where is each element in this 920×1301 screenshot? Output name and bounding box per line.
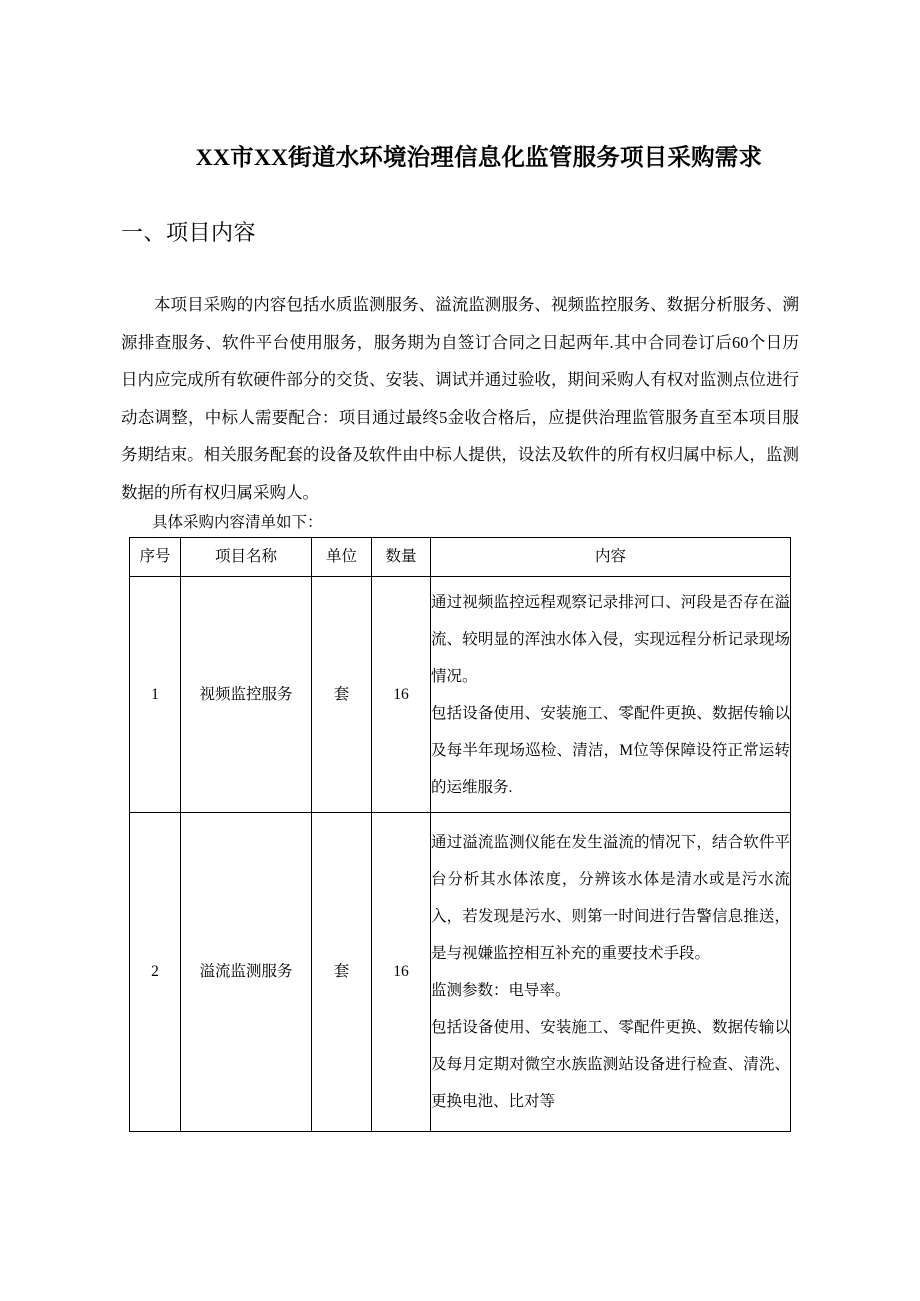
column-header-desc: 内容 <box>431 538 791 577</box>
desc-paragraph: 监测参数：电导率。 <box>431 982 571 999</box>
cell-qty: 16 <box>372 813 431 1132</box>
cell-desc <box>431 813 791 1132</box>
cell-seq: 2 <box>130 813 181 1132</box>
cell-desc <box>431 577 791 813</box>
intro-paragraph: 本项目采购的内容包括水质监测服务、溢流监测服务、视频监控服务、数据分析服务、溯源排查服务、软件平台使用服务，服务期为自签订合同之日起两年.其中合同卷订后60个日历日内应完成所有软硬件部分的交货、安装、调试并通过验收，期间采购人有权对监测点位进行动态调整，中标人需要配合：项目通过最终5金收合格后，应提供治理监管服务直至本项目服务期结束。相关服务配套的设备及软件由中标人提供，设法及软件的所有权归属中标人，监测数据的所有权归属采购人。 <box>121 295 799 502</box>
page-title: XX市XX街道水环境治理信息化监管服务项目采购需求 <box>195 145 763 171</box>
column-header-qty: 数量 <box>372 538 431 577</box>
desc-paragraph: 通过溢流监测仪能在发生溢流的情况下，结合软件平台分析其水体浓度，分辨该水体是清水或是污水流入，若发现是污水、则第一时间进行告警信息推送，是与视嫌监控相互补充的重要技术手段。 <box>431 834 790 962</box>
cell-name: 视频监控服务 <box>181 577 312 813</box>
column-header-seq: 序号 <box>130 538 181 577</box>
table-header-row <box>130 538 791 577</box>
column-header-name: 项目名称 <box>181 538 312 577</box>
cell-unit: 套 <box>312 577 372 813</box>
section-heading-project-content: 一、项目内容 <box>121 220 257 245</box>
cell-name: 溢流监测服务 <box>181 813 312 1132</box>
desc-paragraph: 通过视频监控远程观察记录排河口、河段是否存在溢流、较明显的浑浊水体入侵，实现远程分析记录现场情况。 <box>431 593 790 685</box>
cell-unit: 套 <box>312 813 372 1132</box>
purchase-content-table <box>129 537 791 1132</box>
table-row <box>130 577 791 813</box>
cell-seq: 1 <box>130 577 181 813</box>
table-row <box>130 813 791 1132</box>
list-lead-text: 具体采购内容清单如下： <box>152 514 323 531</box>
column-header-unit: 单位 <box>312 538 372 577</box>
cell-qty: 16 <box>372 577 431 813</box>
desc-paragraph: 包括设备使用、安装施工、零配件更换、数据传输以及每半年现场巡检、清洁，M位等保障设符正常运转的运维服务. <box>431 704 790 796</box>
desc-paragraph: 包括设备使用、安装施工、零配件更换、数据传输以及每月定期对微空水族监测站设备进行检查、清洗、更换电池、比对等 <box>431 1019 790 1110</box>
